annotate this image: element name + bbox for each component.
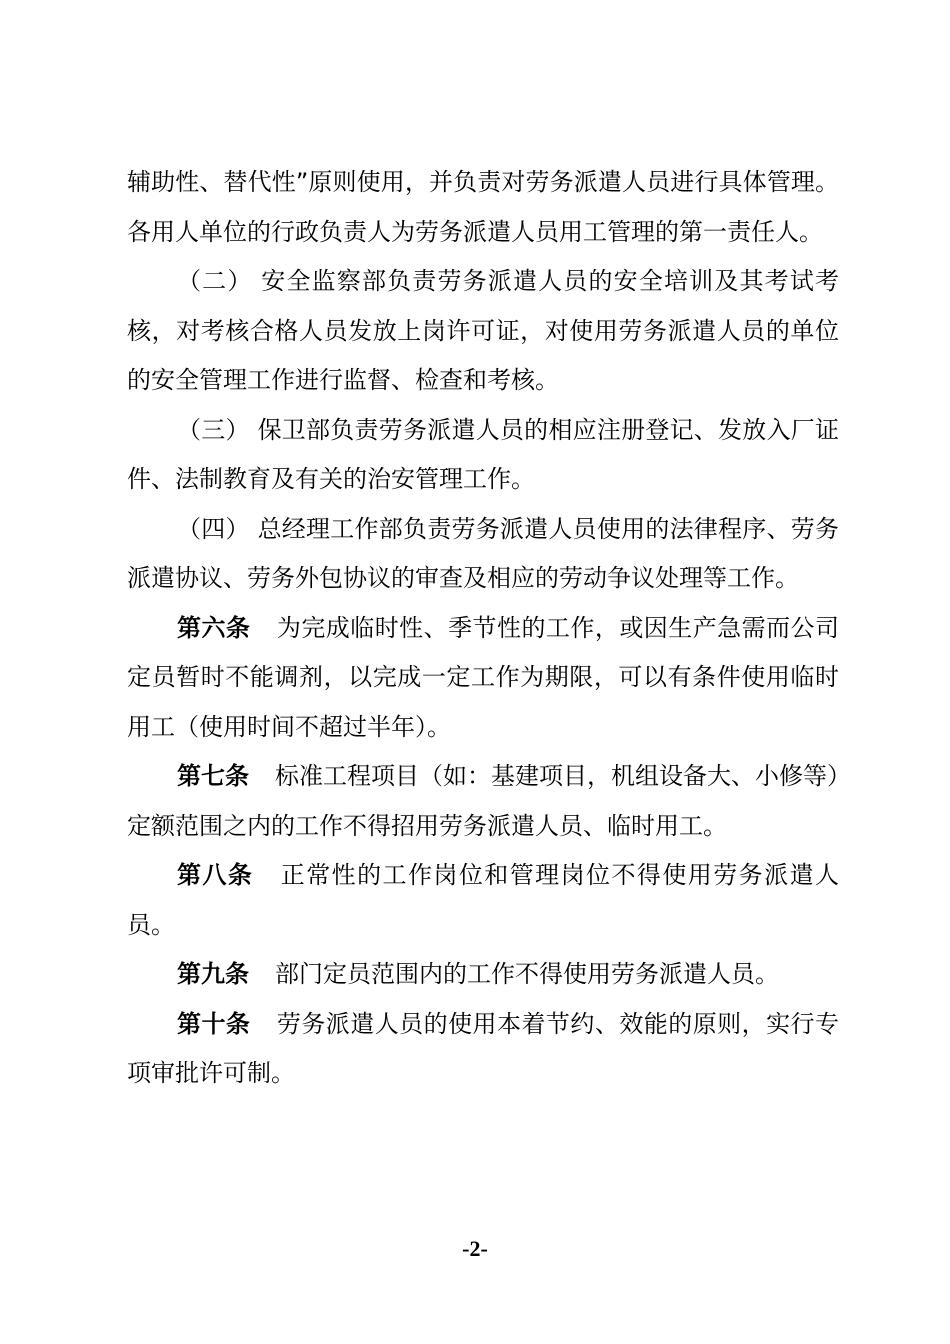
paragraph-text: （三） 保卫部负责劳务派遣人员的相应注册登记、发放入厂证件、法制教育及有关的治安管理工作。 <box>127 415 839 493</box>
article-heading: 第十条 <box>177 1009 251 1038</box>
article-text: 部门定员范围内的工作不得使用劳务派遣人员。 <box>275 960 779 988</box>
article-9 <box>127 950 839 1000</box>
article-6 <box>127 604 839 753</box>
article-heading: 第九条 <box>177 960 249 988</box>
paragraph-text: （四） 总经理工作部负责劳务派遣人员使用的法律程序、劳务派遣协议、劳务外包协议的审查及相应的劳动争议处理等工作。 <box>127 514 839 592</box>
article-text: 为完成临时性、季节性的工作，或因生产急需而公司定员暂时不能调剂，以完成一定工作为期限，可以有条件使用临时用工（使用时间不超过半年）。 <box>127 613 840 741</box>
article-7 <box>127 752 839 851</box>
article-text: 正常性的工作岗位和管理岗位不得使用劳务派遣人员。 <box>127 861 840 939</box>
article-text: 标准工程项目（如：基建项目，机组设备大、小修等）定额范围之内的工作不得招用劳务派遣人员、临时用工。 <box>127 762 839 840</box>
page-number: -2- <box>462 1236 488 1261</box>
article-text: 劳务派遣人员的使用本着节约、效能的原则，实行专项审批许可制。 <box>127 1009 840 1087</box>
paragraph-item-2 <box>127 257 839 406</box>
paragraph-item-4 <box>127 505 839 604</box>
paragraph-text: （二） 安全监察部负责劳务派遣人员的安全培训及其考试考核，对考核合格人员发放上岗许可证，对使用劳务派遣人员的单位的安全管理工作进行监督、检查和考核。 <box>127 267 839 394</box>
article-heading: 第七条 <box>177 762 249 790</box>
paragraph-item-3 <box>127 406 839 505</box>
article-heading: 第八条 <box>177 861 254 889</box>
article-8 <box>127 851 839 950</box>
article-heading: 第六条 <box>177 613 251 642</box>
paragraph-continuation <box>127 158 839 257</box>
document-body <box>127 158 839 1099</box>
article-10 <box>127 1000 839 1099</box>
paragraph-text: 辅助性、替代性”原则使用，并负责对劳务派遣人员进行具体管理。各用人单位的行政负责人为劳务派遣人员用工管理的第一责任人。 <box>127 168 839 246</box>
